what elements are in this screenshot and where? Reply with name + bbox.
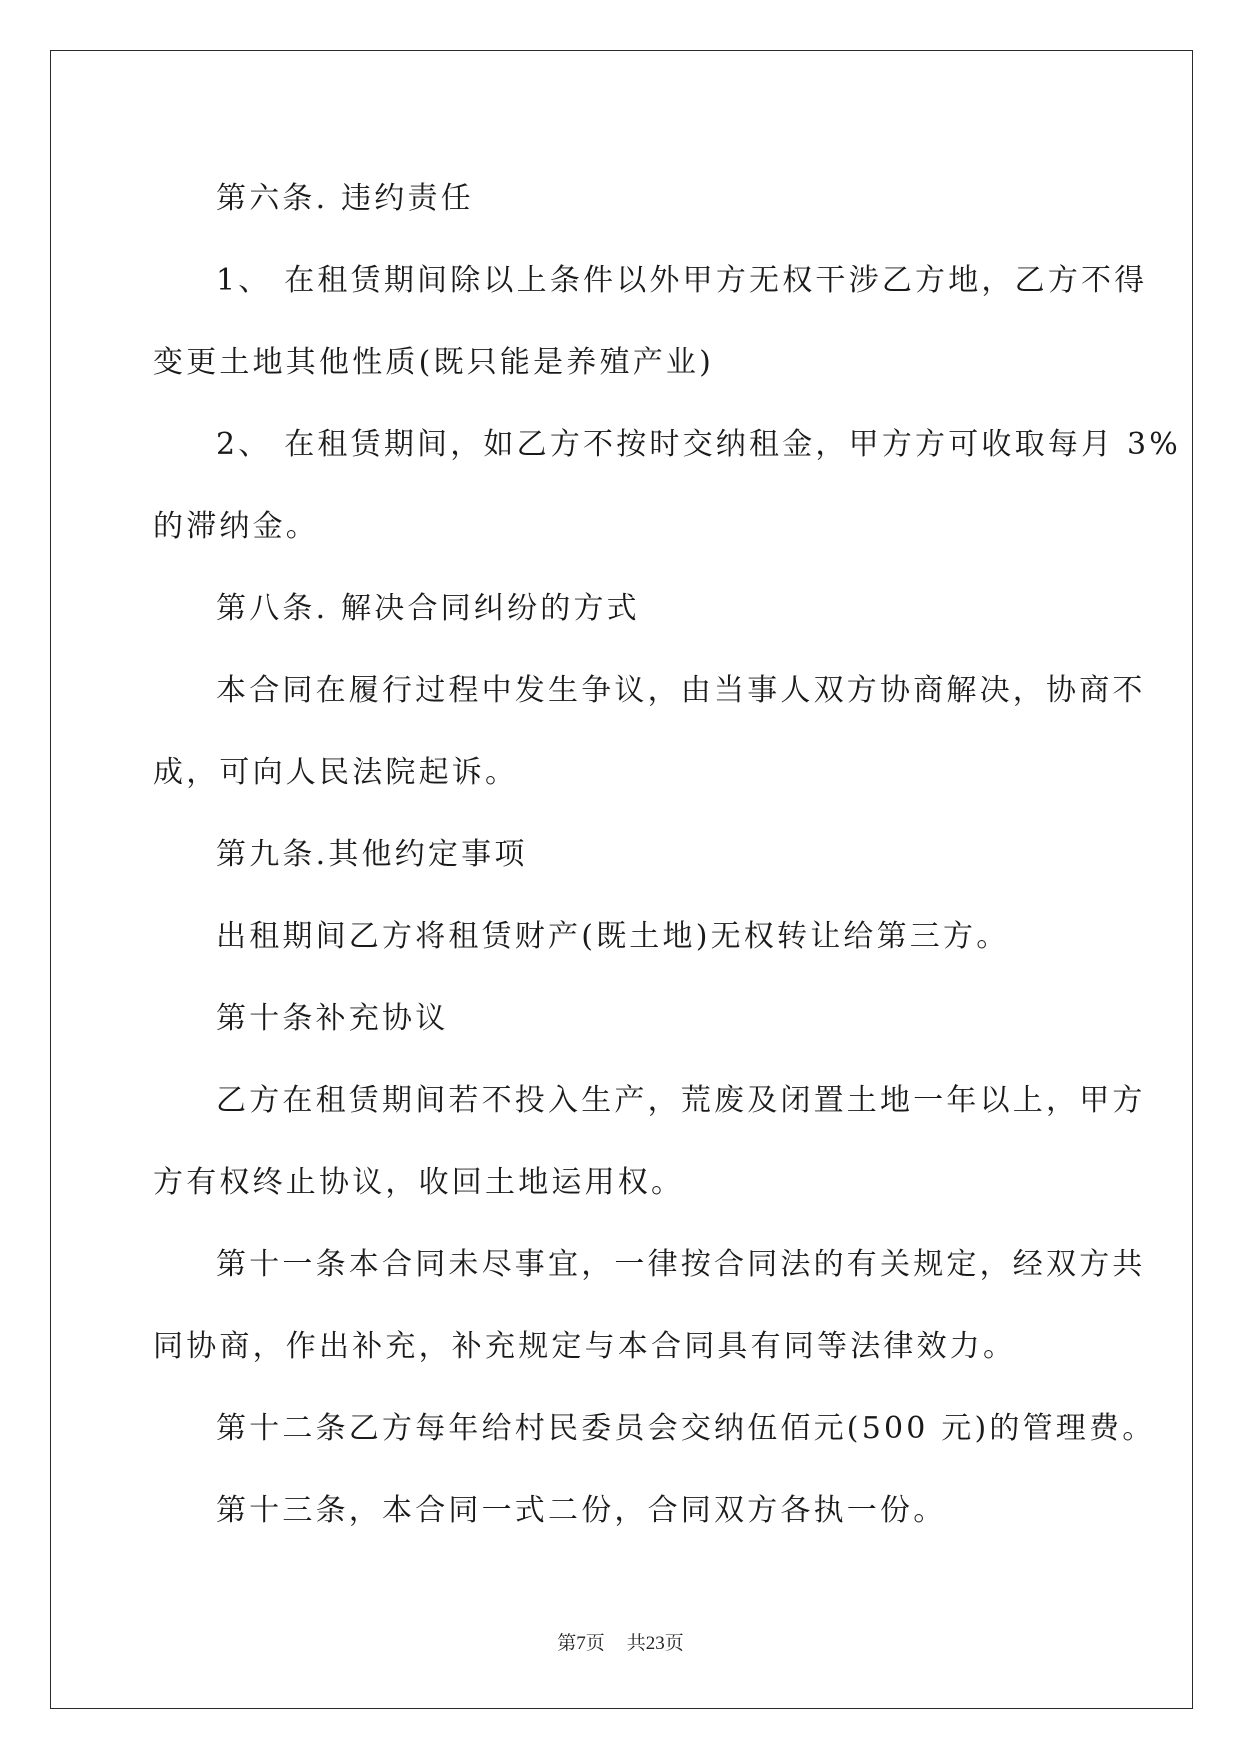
- clause-10-heading: 第十条补充协议: [216, 1001, 449, 1036]
- clause-6-item-2-line-2: 的滞纳金。: [153, 509, 319, 544]
- clause-10-body-line-2: 方有权终止协议，收回土地运用权。: [153, 1165, 685, 1200]
- total-page-count: 共23页: [626, 1633, 684, 1654]
- clause-10-body-line-1: 乙方在租赁期间若不投入生产，荒废及闭置土地一年以上，甲方: [216, 1083, 1146, 1118]
- clause-8-body-line-2: 成，可向人民法院起诉。: [153, 755, 519, 790]
- clause-9-heading: 第九条.其他约定事项: [216, 837, 528, 872]
- clause-6-item-2-line-1: 2、 在租赁期间，如乙方不按时交纳租金，甲方方可收取每月 3%: [216, 427, 1181, 462]
- clause-6-heading: 第六条. 违约责任: [216, 181, 474, 216]
- clause-11-line-1: 第十一条本合同未尽事宜，一律按合同法的有关规定，经双方共: [216, 1247, 1146, 1282]
- clause-8-body-line-1: 本合同在履行过程中发生争议，由当事人双方协商解决，协商不: [216, 673, 1146, 708]
- clause-13: 第十三条，本合同一式二份，合同双方各执一份。: [216, 1493, 947, 1528]
- clause-9-body: 出租期间乙方将租赁财产(既土地)无权转让给第三方。: [216, 919, 1010, 954]
- clause-6-item-1-line-1: 1、 在租赁期间除以上条件以外甲方无权干涉乙方地，乙方不得: [216, 263, 1148, 298]
- page-footer: [0, 1628, 1241, 1655]
- clause-11-line-2: 同协商，作出补充，补充规定与本合同具有同等法律效力。: [153, 1329, 1017, 1364]
- clause-8-heading: 第八条. 解决合同纠纷的方式: [216, 591, 640, 626]
- clause-6-item-1-line-2: 变更土地其他性质(既只能是养殖产业): [153, 345, 715, 380]
- current-page-number: 第7页: [557, 1633, 605, 1654]
- clause-12: 第十二条乙方每年给村民委员会交纳伍佰元(500 元)的管理费。: [216, 1411, 1156, 1446]
- document-body: [153, 158, 1181, 1552]
